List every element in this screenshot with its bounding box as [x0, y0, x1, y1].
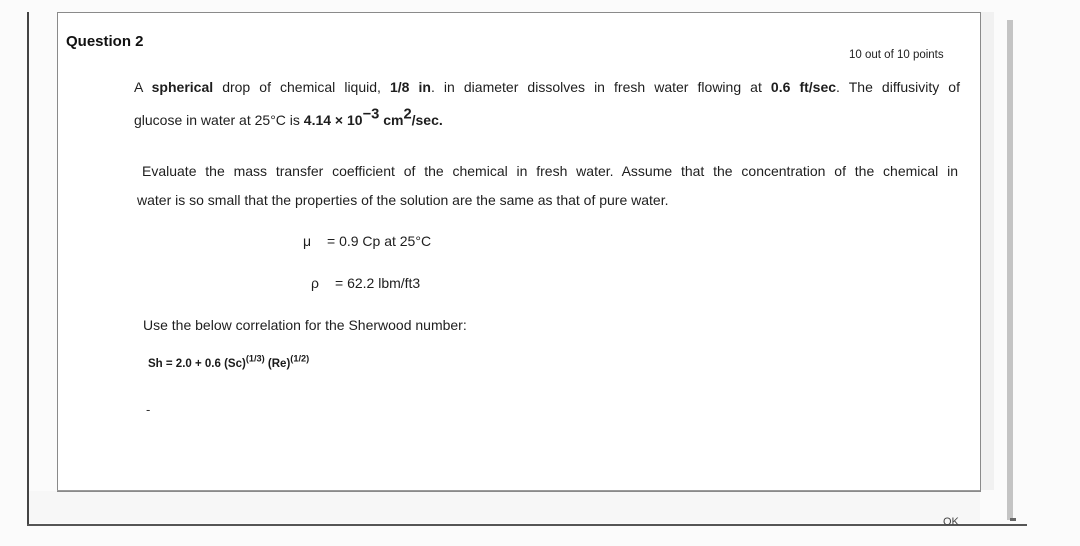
- outer-bottom-border: [27, 524, 1027, 526]
- ok-button-fragment[interactable]: OK: [943, 516, 959, 528]
- task-line-1: Evaluate the mass transfer coefficient of the chemical in fresh water. Assume that the concentration of the chemical in: [142, 163, 958, 179]
- mu-symbol: μ: [303, 233, 312, 249]
- mu-value: = 0.9 Cp at 25°C: [327, 233, 432, 249]
- viscosity-property: [303, 233, 431, 249]
- scroll-tick: [1010, 518, 1016, 521]
- outer-left-border: [27, 12, 29, 526]
- problem-statement-line-2: glucose in water at 25°C is $4.14 \times 10^{-3}$ $cm^2/\sec$.: [134, 106, 443, 128]
- panel-bottom-divider: [57, 490, 980, 491]
- rho-symbol: ρ: [311, 275, 319, 291]
- rho-value: = 62.2 lbm/ft3: [335, 275, 421, 291]
- density-property: [311, 275, 420, 291]
- scrollbar[interactable]: [1007, 20, 1013, 520]
- question-points: 10 out of 10 points: [849, 49, 944, 61]
- question-title: Question 2: [66, 33, 144, 50]
- right-shade: [980, 12, 994, 490]
- sherwood-equation: Sh = 2.0 + 0.6 $(Sc)^{(1/3)}$ $(Re)^{(1/2)}$: [148, 353, 310, 370]
- answer-dash: -: [146, 402, 151, 417]
- bottom-gray-area: [29, 491, 980, 523]
- task-line-2: water is so small that the properties of the solution are the same as that of pure water.: [137, 192, 669, 208]
- problem-statement-line-1: A spherical drop of chemical liquid, 1/8 in. in diameter dissolves in fresh water flowing at 0.6 ft/sec. The diffusivity of: [134, 79, 960, 95]
- correlation-intro: Use the below correlation for the Sherwood number:: [143, 317, 467, 333]
